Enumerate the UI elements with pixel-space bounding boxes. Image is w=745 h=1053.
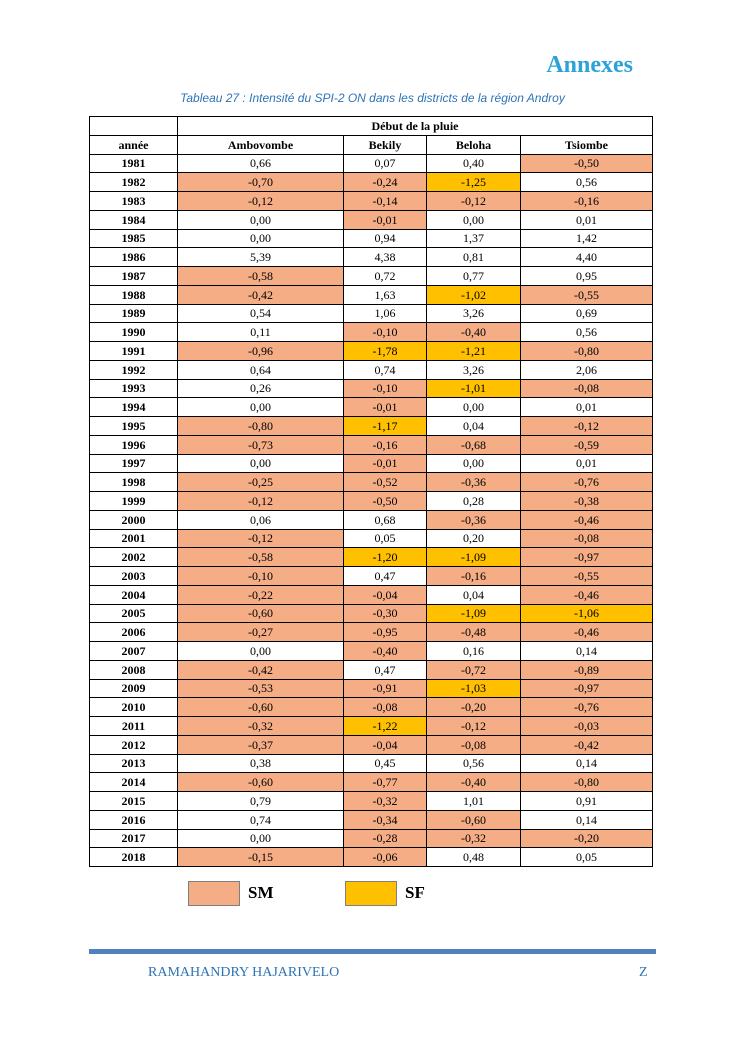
year-cell: 1994	[90, 398, 178, 417]
value-cell: -0,80	[178, 417, 344, 436]
value-cell: -0,10	[344, 379, 427, 398]
value-cell: -0,59	[521, 435, 653, 454]
table-row	[90, 604, 653, 623]
year-cell: 2003	[90, 567, 178, 586]
page-title: Annexes	[546, 52, 633, 78]
value-cell: 0,94	[344, 229, 427, 248]
value-cell: -0,12	[427, 192, 521, 211]
year-cell: 2000	[90, 510, 178, 529]
table-row	[90, 285, 653, 304]
year-cell: 1983	[90, 192, 178, 211]
year-cell: 2014	[90, 773, 178, 792]
table-row	[90, 304, 653, 323]
value-cell: -0,12	[521, 417, 653, 436]
value-cell: -0,36	[427, 510, 521, 529]
value-cell: -1,78	[344, 342, 427, 361]
value-cell: 0,00	[178, 398, 344, 417]
value-cell: -0,16	[427, 567, 521, 586]
table-row	[90, 192, 653, 211]
value-cell: 0,04	[427, 417, 521, 436]
value-cell: -0,95	[344, 623, 427, 642]
value-cell: -0,38	[521, 492, 653, 511]
value-cell: 1,01	[427, 792, 521, 811]
value-cell: 0,14	[521, 810, 653, 829]
value-cell: -0,73	[178, 435, 344, 454]
value-cell: -0,40	[427, 323, 521, 342]
table-row	[90, 810, 653, 829]
table-row	[90, 510, 653, 529]
value-cell: -0,60	[178, 773, 344, 792]
value-cell: 0,91	[521, 792, 653, 811]
table-row	[90, 585, 653, 604]
value-cell: 3,26	[427, 304, 521, 323]
value-cell: -0,16	[344, 435, 427, 454]
value-cell: 0,38	[178, 754, 344, 773]
table-row	[90, 248, 653, 267]
value-cell: -0,12	[178, 492, 344, 511]
year-cell: 1989	[90, 304, 178, 323]
value-cell: 0,56	[521, 173, 653, 192]
table-row	[90, 567, 653, 586]
legend-swatch-sm	[188, 881, 240, 906]
table-row	[90, 173, 653, 192]
spi-table	[89, 116, 653, 867]
table-row	[90, 829, 653, 848]
table-row	[90, 735, 653, 754]
value-cell: -0,68	[427, 435, 521, 454]
value-cell: -0,28	[344, 829, 427, 848]
value-cell: -0,25	[178, 473, 344, 492]
table-row	[90, 660, 653, 679]
year-cell: 1999	[90, 492, 178, 511]
table-body	[90, 154, 653, 867]
value-cell: 0,01	[521, 454, 653, 473]
value-cell: -0,08	[521, 379, 653, 398]
value-cell: 0,74	[178, 810, 344, 829]
value-cell: 1,06	[344, 304, 427, 323]
year-cell: 1995	[90, 417, 178, 436]
value-cell: -0,14	[344, 192, 427, 211]
value-cell: 0,00	[178, 454, 344, 473]
group-header: Début de la pluie	[178, 117, 653, 136]
value-cell: 0,81	[427, 248, 521, 267]
value-cell: 0,00	[427, 454, 521, 473]
value-cell: -1,25	[427, 173, 521, 192]
value-cell: 0,74	[344, 360, 427, 379]
table-row	[90, 492, 653, 511]
value-cell: 0,05	[521, 848, 653, 867]
value-cell: 0,00	[427, 398, 521, 417]
table-row	[90, 379, 653, 398]
year-cell: 2005	[90, 604, 178, 623]
value-cell: -0,32	[178, 717, 344, 736]
value-cell: -0,30	[344, 604, 427, 623]
table-row	[90, 473, 653, 492]
table-row	[90, 792, 653, 811]
value-cell: -0,89	[521, 660, 653, 679]
value-cell: -0,91	[344, 679, 427, 698]
table-row	[90, 229, 653, 248]
value-cell: -0,12	[178, 529, 344, 548]
value-cell: 0,01	[521, 398, 653, 417]
value-cell: -0,08	[344, 698, 427, 717]
table-caption: Tableau 27 : Intensité du SPI-2 ON dans les districts de la région Androy	[180, 91, 565, 105]
year-cell: 2015	[90, 792, 178, 811]
year-cell: 1985	[90, 229, 178, 248]
year-cell: 2006	[90, 623, 178, 642]
value-cell: -0,08	[427, 735, 521, 754]
value-cell: -0,06	[344, 848, 427, 867]
value-cell: 0,56	[427, 754, 521, 773]
value-cell: -0,03	[521, 717, 653, 736]
value-cell: 0,72	[344, 267, 427, 286]
table-row	[90, 623, 653, 642]
value-cell: -0,46	[521, 585, 653, 604]
column-header-tsiombe: Tsiombe	[521, 135, 653, 154]
value-cell: -0,60	[427, 810, 521, 829]
footer-author: RAMAHANDRY HAJARIVELO	[148, 965, 340, 980]
value-cell: -0,10	[178, 567, 344, 586]
value-cell: -0,50	[521, 154, 653, 173]
table-row	[90, 698, 653, 717]
value-cell: 0,06	[178, 510, 344, 529]
value-cell: -0,76	[521, 698, 653, 717]
year-cell: 2012	[90, 735, 178, 754]
value-cell: 0,14	[521, 642, 653, 661]
year-cell: 1990	[90, 323, 178, 342]
value-cell: 0,79	[178, 792, 344, 811]
value-cell: -1,02	[427, 285, 521, 304]
value-cell: -0,52	[344, 473, 427, 492]
value-cell: -0,32	[427, 829, 521, 848]
year-cell: 2018	[90, 848, 178, 867]
value-cell: -1,20	[344, 548, 427, 567]
year-cell: 2008	[90, 660, 178, 679]
year-cell: 2011	[90, 717, 178, 736]
year-cell: 1981	[90, 154, 178, 173]
value-cell: 0,47	[344, 660, 427, 679]
value-cell: 0,95	[521, 267, 653, 286]
value-cell: 0,64	[178, 360, 344, 379]
value-cell: 0,00	[178, 829, 344, 848]
value-cell: -0,58	[178, 267, 344, 286]
value-cell: 2,06	[521, 360, 653, 379]
value-cell: -0,42	[521, 735, 653, 754]
value-cell: -0,97	[521, 548, 653, 567]
year-cell: 1984	[90, 210, 178, 229]
year-cell: 1992	[90, 360, 178, 379]
value-cell: 0,77	[427, 267, 521, 286]
year-cell: 1997	[90, 454, 178, 473]
year-cell: 2010	[90, 698, 178, 717]
value-cell: -0,40	[344, 642, 427, 661]
year-cell: 2016	[90, 810, 178, 829]
value-cell: 0,54	[178, 304, 344, 323]
value-cell: 0,14	[521, 754, 653, 773]
year-cell: 1998	[90, 473, 178, 492]
year-cell: 2002	[90, 548, 178, 567]
table-row	[90, 717, 653, 736]
year-cell: 1993	[90, 379, 178, 398]
year-cell: 2009	[90, 679, 178, 698]
value-cell: 0,07	[344, 154, 427, 173]
year-cell: 2013	[90, 754, 178, 773]
legend-swatch-sf	[345, 881, 397, 906]
column-header-ambovombe: Ambovombe	[178, 135, 344, 154]
corner-cell	[90, 117, 178, 136]
column-header-bekily: Bekily	[344, 135, 427, 154]
value-cell: -0,20	[521, 829, 653, 848]
value-cell: 0,00	[427, 210, 521, 229]
year-cell: 2004	[90, 585, 178, 604]
table-row	[90, 417, 653, 436]
year-cell: 1996	[90, 435, 178, 454]
value-cell: 0,45	[344, 754, 427, 773]
year-cell: 2017	[90, 829, 178, 848]
value-cell: 0,69	[521, 304, 653, 323]
table-row	[90, 210, 653, 229]
value-cell: -1,22	[344, 717, 427, 736]
column-header-year: année	[90, 135, 178, 154]
year-cell: 1988	[90, 285, 178, 304]
value-cell: -0,72	[427, 660, 521, 679]
value-cell: -0,10	[344, 323, 427, 342]
value-cell: 0,01	[521, 210, 653, 229]
value-cell: -0,55	[521, 567, 653, 586]
value-cell: -0,97	[521, 679, 653, 698]
table-row	[90, 642, 653, 661]
value-cell: -0,70	[178, 173, 344, 192]
value-cell: 5,39	[178, 248, 344, 267]
value-cell: -0,16	[521, 192, 653, 211]
value-cell: 1,63	[344, 285, 427, 304]
footer-divider	[89, 949, 656, 954]
value-cell: -0,42	[178, 660, 344, 679]
value-cell: -1,01	[427, 379, 521, 398]
value-cell: -1,06	[521, 604, 653, 623]
table-row	[90, 360, 653, 379]
value-cell: -0,80	[521, 773, 653, 792]
value-cell: -0,36	[427, 473, 521, 492]
table-row	[90, 342, 653, 361]
value-cell: -0,15	[178, 848, 344, 867]
table-row	[90, 529, 653, 548]
value-cell: -1,09	[427, 548, 521, 567]
table-row	[90, 454, 653, 473]
value-cell: 0,28	[427, 492, 521, 511]
value-cell: -0,77	[344, 773, 427, 792]
value-cell: 0,05	[344, 529, 427, 548]
value-cell: -0,96	[178, 342, 344, 361]
value-cell: -0,46	[521, 510, 653, 529]
value-cell: 0,56	[521, 323, 653, 342]
value-cell: -0,32	[344, 792, 427, 811]
value-cell: -0,46	[521, 623, 653, 642]
value-cell: -0,60	[178, 604, 344, 623]
value-cell: -0,12	[178, 192, 344, 211]
value-cell: -0,34	[344, 810, 427, 829]
value-cell: -0,48	[427, 623, 521, 642]
table-row	[90, 773, 653, 792]
value-cell: 0,00	[178, 642, 344, 661]
value-cell: 3,26	[427, 360, 521, 379]
year-cell: 2001	[90, 529, 178, 548]
value-cell: -0,04	[344, 735, 427, 754]
value-cell: -0,58	[178, 548, 344, 567]
table-row	[90, 154, 653, 173]
value-cell: -0,37	[178, 735, 344, 754]
value-cell: -0,01	[344, 210, 427, 229]
page-number: Z	[639, 965, 648, 980]
value-cell: -0,53	[178, 679, 344, 698]
value-cell: -1,21	[427, 342, 521, 361]
value-cell: -1,09	[427, 604, 521, 623]
value-cell: 4,40	[521, 248, 653, 267]
table-row	[90, 398, 653, 417]
value-cell: -0,55	[521, 285, 653, 304]
value-cell: -0,80	[521, 342, 653, 361]
value-cell: -0,50	[344, 492, 427, 511]
value-cell: 0,47	[344, 567, 427, 586]
value-cell: -0,08	[521, 529, 653, 548]
value-cell: -1,03	[427, 679, 521, 698]
value-cell: 0,66	[178, 154, 344, 173]
value-cell: 0,26	[178, 379, 344, 398]
legend-label-sm: SM	[248, 883, 274, 902]
value-cell: -0,42	[178, 285, 344, 304]
table-row	[90, 679, 653, 698]
year-cell: 2007	[90, 642, 178, 661]
value-cell: -0,24	[344, 173, 427, 192]
year-cell: 1987	[90, 267, 178, 286]
value-cell: -0,20	[427, 698, 521, 717]
table-row	[90, 323, 653, 342]
value-cell: 0,00	[178, 229, 344, 248]
value-cell: 0,68	[344, 510, 427, 529]
value-cell: -1,17	[344, 417, 427, 436]
value-cell: -0,01	[344, 454, 427, 473]
value-cell: 0,48	[427, 848, 521, 867]
value-cell: 0,04	[427, 585, 521, 604]
value-cell: 4,38	[344, 248, 427, 267]
value-cell: 0,16	[427, 642, 521, 661]
table-row	[90, 267, 653, 286]
year-cell: 1982	[90, 173, 178, 192]
value-cell: 1,42	[521, 229, 653, 248]
value-cell: 0,40	[427, 154, 521, 173]
value-cell: -0,04	[344, 585, 427, 604]
value-cell: -0,40	[427, 773, 521, 792]
value-cell: -0,12	[427, 717, 521, 736]
table-row	[90, 754, 653, 773]
table-row	[90, 548, 653, 567]
value-cell: -0,60	[178, 698, 344, 717]
legend-label-sf: SF	[405, 883, 425, 902]
value-cell: 0,20	[427, 529, 521, 548]
value-cell: -0,76	[521, 473, 653, 492]
table-row	[90, 435, 653, 454]
column-header-beloha: Beloha	[427, 135, 521, 154]
value-cell: 0,11	[178, 323, 344, 342]
table-row	[90, 848, 653, 867]
value-cell: -0,22	[178, 585, 344, 604]
value-cell: 0,00	[178, 210, 344, 229]
value-cell: -0,27	[178, 623, 344, 642]
value-cell: -0,01	[344, 398, 427, 417]
year-cell: 1991	[90, 342, 178, 361]
year-cell: 1986	[90, 248, 178, 267]
value-cell: 1,37	[427, 229, 521, 248]
